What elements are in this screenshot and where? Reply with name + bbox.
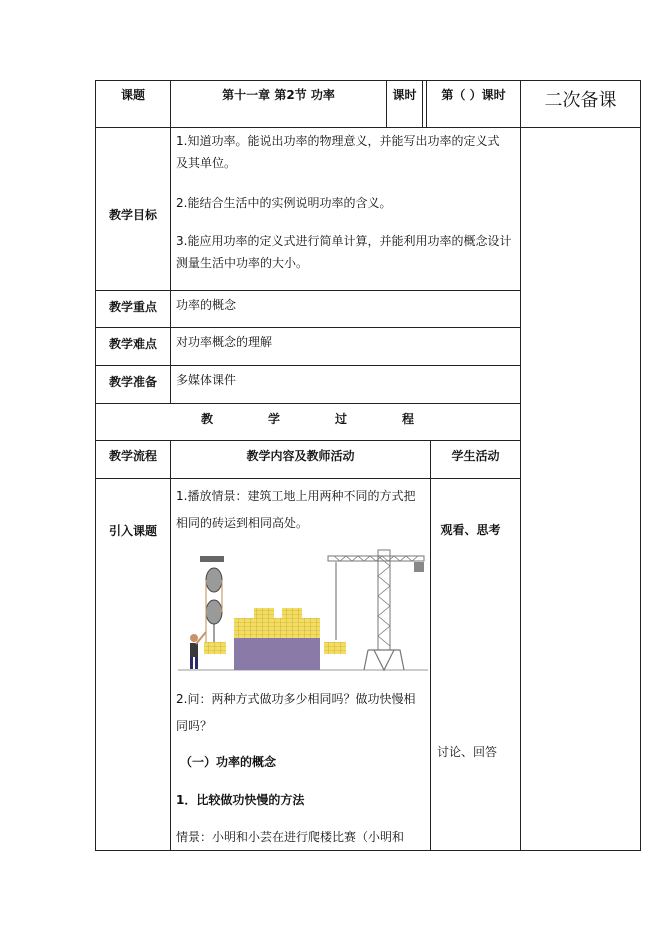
table-border [95, 327, 521, 328]
topic-value: 第十一章 第2节 功率 [222, 88, 335, 102]
period-label: 课时 [392, 88, 417, 102]
intro-paragraph-1: 1.播放情景：建筑工地上用两种不同的方式把相同的砖运到相同高处。 [176, 489, 416, 530]
table-border [422, 80, 423, 128]
table-border [95, 80, 96, 851]
intro-label: 引入课题 [108, 524, 157, 538]
goals-label: 教学目标 [108, 208, 157, 222]
table-border [95, 80, 641, 81]
process-title-char: 过 [335, 412, 348, 426]
column-header-content: 教学内容及教师活动 [246, 449, 355, 463]
construction-illustration [178, 546, 428, 676]
topic-label: 课题 [120, 88, 145, 102]
compare-heading: 1．比较做功快慢的方法 [176, 793, 305, 807]
goal-item-1: 1.知道功率。能说出功率的物理意义，并能写出功率的定义式 及其单位。 [176, 134, 500, 170]
period-value: 第（ ）课时 [441, 88, 506, 102]
goal-item-2: 2.能结合生活中的实例说明功率的含义。 [176, 196, 392, 210]
difficulty-value: 对功率概念的理解 [176, 335, 273, 349]
process-title-char: 程 [402, 412, 415, 426]
table-border [95, 850, 641, 851]
concept-heading: （一）功率的概念 [180, 755, 277, 769]
table-border [95, 478, 521, 479]
difficulty-label: 教学难点 [108, 337, 157, 351]
table-border [95, 290, 521, 291]
table-border [95, 403, 521, 404]
goal-item-3: 3.能应用功率的定义式进行简单计算，并能利用功率的概念设计测量生活中功率的大小。 [176, 234, 512, 270]
table-border [95, 440, 521, 441]
student-activity-2: 讨论、回答 [437, 745, 498, 759]
key-point-label: 教学重点 [108, 300, 157, 314]
column-header-student: 学生活动 [451, 449, 500, 463]
preparation-label: 教学准备 [108, 375, 157, 389]
student-activity-1: 观看、思考 [440, 523, 501, 537]
table-border [520, 80, 521, 851]
second-prep-title: 二次备课 [544, 90, 617, 111]
table-border [95, 365, 521, 366]
process-title-char: 学 [268, 412, 281, 426]
process-title-char: 教 [201, 412, 214, 426]
preparation-value: 多媒体课件 [176, 373, 237, 387]
table-border [95, 127, 641, 128]
table-border [640, 80, 641, 851]
table-border [170, 440, 171, 851]
key-point-value: 功率的概念 [176, 298, 237, 312]
intro-paragraph-2: 2.问：两种方式做功多少相同吗？做功快慢相同吗？ [176, 692, 416, 733]
table-border [430, 440, 431, 851]
table-border [170, 80, 171, 403]
intro-paragraph-3: 情景：小明和小芸在进行爬楼比赛（小明和 [176, 830, 405, 844]
column-header-flow: 教学流程 [108, 449, 157, 463]
